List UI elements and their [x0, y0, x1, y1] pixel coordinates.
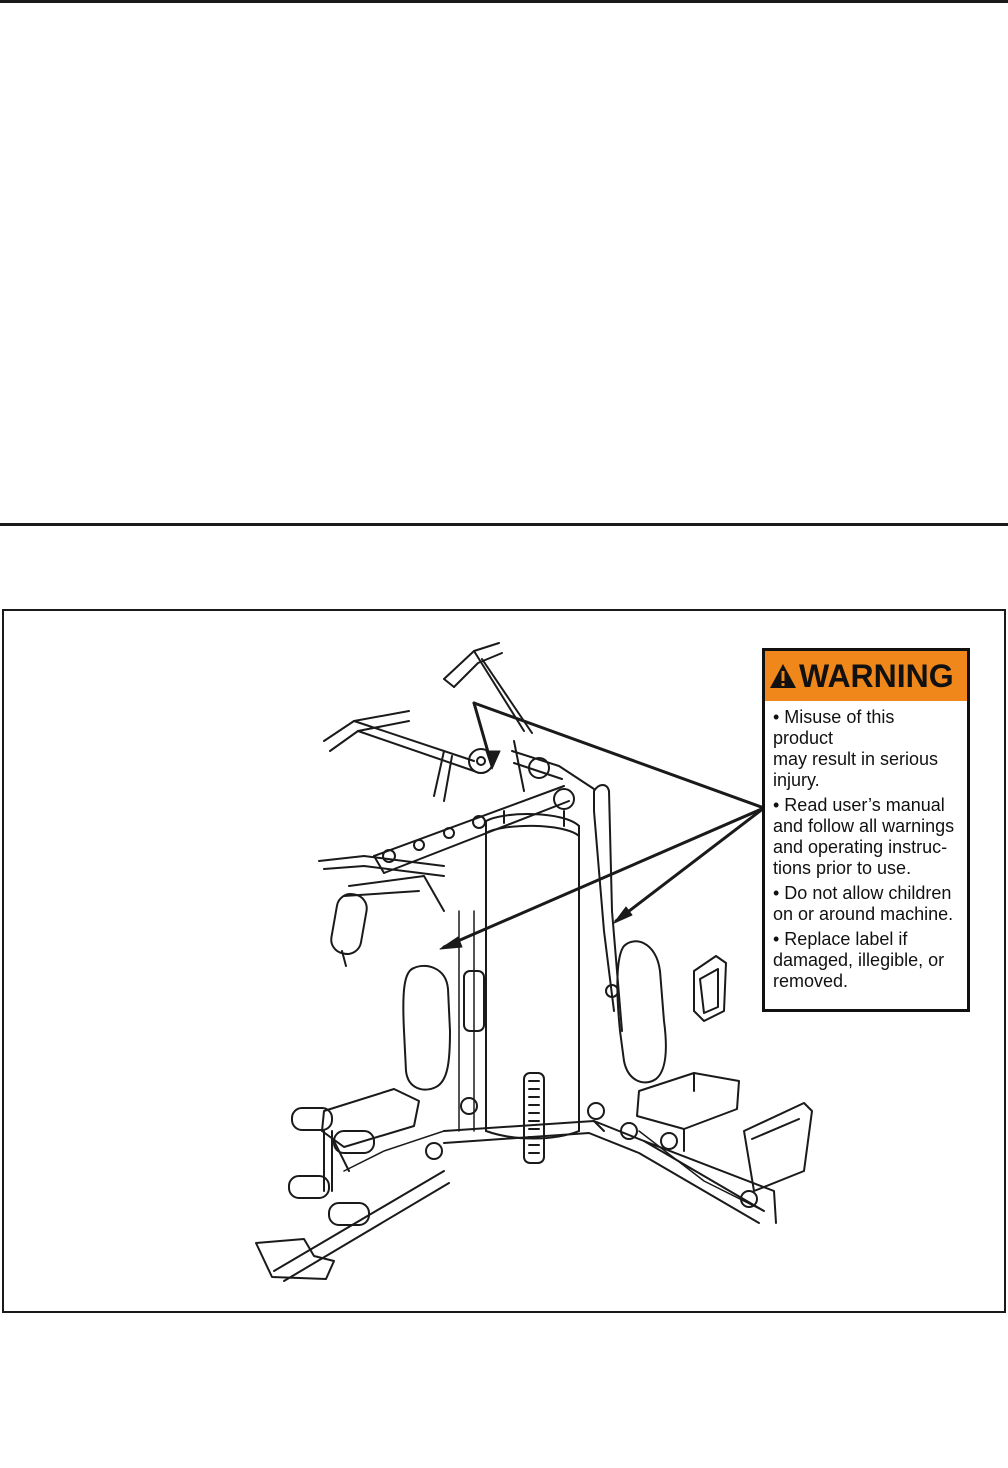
warning-title: WARNING [799, 658, 954, 694]
warning-triangle-icon [769, 663, 797, 689]
warning-item-replace-label [773, 929, 959, 992]
warning-line: injury. [773, 770, 820, 790]
warning-line: and operating instruc- [773, 837, 948, 857]
warning-item-read-manual [773, 795, 959, 879]
warning-line: removed. [773, 971, 849, 991]
warning-line: may result in serious [773, 749, 939, 769]
warning-header [765, 651, 967, 701]
figure-frame [2, 609, 1006, 1313]
warning-line: on or around machine. [773, 904, 954, 924]
warning-line: • Replace label if [773, 929, 908, 949]
warning-body [765, 701, 967, 992]
section-divider [0, 523, 1008, 526]
warning-item-misuse [773, 707, 959, 791]
warning-line: and follow all warnings [773, 816, 955, 836]
warning-line: • Misuse of this product [773, 707, 895, 748]
warning-item-children [773, 883, 959, 925]
warning-line: • Read user’s manual [773, 795, 945, 815]
warning-line: tions prior to use. [773, 858, 912, 878]
warning-line: • Do not allow children [773, 883, 952, 903]
warning-label [762, 648, 970, 1012]
top-rule [0, 0, 1008, 3]
warning-line: damaged, illegible, or [773, 950, 945, 970]
